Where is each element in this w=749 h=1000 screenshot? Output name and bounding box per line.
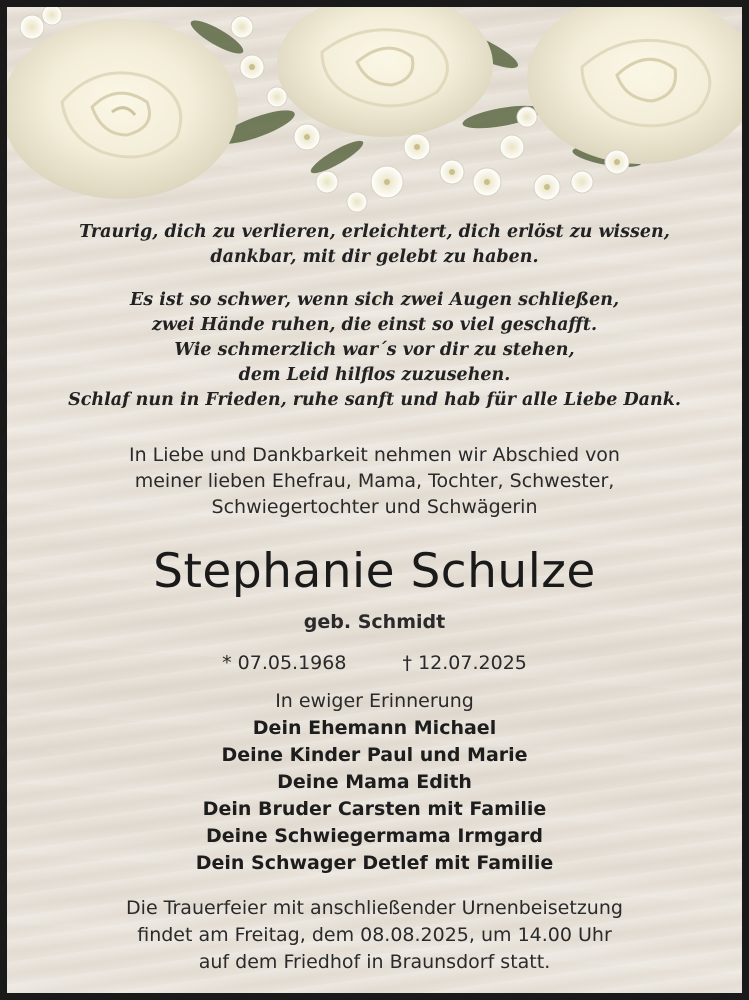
poem-line: Traurig, dich zu verlieren, erleichtert, dich erlöst zu wissen, xyxy=(79,222,670,242)
poem-line: dankbar, mit dir gelebt zu haben. xyxy=(210,247,539,267)
mourner-entry: Deine Mama Edith xyxy=(277,771,472,793)
intro-line: In Liebe und Dankbarkeit nehmen wir Abschied von xyxy=(129,444,620,466)
deceased-name: Stephanie Schulze xyxy=(153,544,596,599)
obituary-card xyxy=(7,7,742,993)
mourner-entry: Dein Schwager Detlef mit Familie xyxy=(195,852,554,874)
mourner-entry: Deine Schwiegermama Irmgard xyxy=(206,825,543,847)
mourner-entry: Dein Bruder Carsten mit Familie xyxy=(202,798,547,820)
mourners-list xyxy=(7,688,742,877)
mourner-entry: Deine Kinder Paul und Marie xyxy=(221,744,528,766)
mourners-lead: In ewiger Erinnerung xyxy=(275,690,474,712)
funeral-line: Die Trauerfeier mit anschließender Urnenbeisetzung xyxy=(126,897,623,919)
poem-line: zwei Hände ruhen, die einst so viel geschafft. xyxy=(151,315,598,335)
intro-line: meiner lieben Ehefrau, Mama, Tochter, Schwester, xyxy=(134,470,615,492)
funeral-info xyxy=(7,895,742,976)
poem-line: dem Leid hilflos zuzusehen. xyxy=(238,365,511,385)
intro-line: Schwiegertochter und Schwägerin xyxy=(211,496,538,518)
poem-line: Schlaf nun in Frieden, ruhe sanft und hab für alle Liebe Dank. xyxy=(68,390,681,410)
funeral-line: findet am Freitag, dem 08.08.2025, um 14.00 Uhr xyxy=(137,924,612,946)
death-date: † 12.07.2025 xyxy=(402,652,527,674)
poem-verse-2 xyxy=(7,288,742,413)
mourner-entry: Dein Ehemann Michael xyxy=(252,717,497,739)
poem-line: Wie schmerzlich war´s vor dir zu stehen, xyxy=(174,340,575,360)
poem-line: Es ist so schwer, wenn sich zwei Augen schließen, xyxy=(129,290,620,310)
farewell-intro xyxy=(7,442,742,520)
white-roses-decoration xyxy=(7,7,742,232)
poem-verse-1 xyxy=(7,220,742,270)
funeral-line: auf dem Friedhof in Braunsdorf statt. xyxy=(198,951,551,973)
birth-name: geb. Schmidt xyxy=(303,611,446,633)
birth-date: * 07.05.1968 xyxy=(222,652,347,674)
life-dates xyxy=(7,650,742,676)
